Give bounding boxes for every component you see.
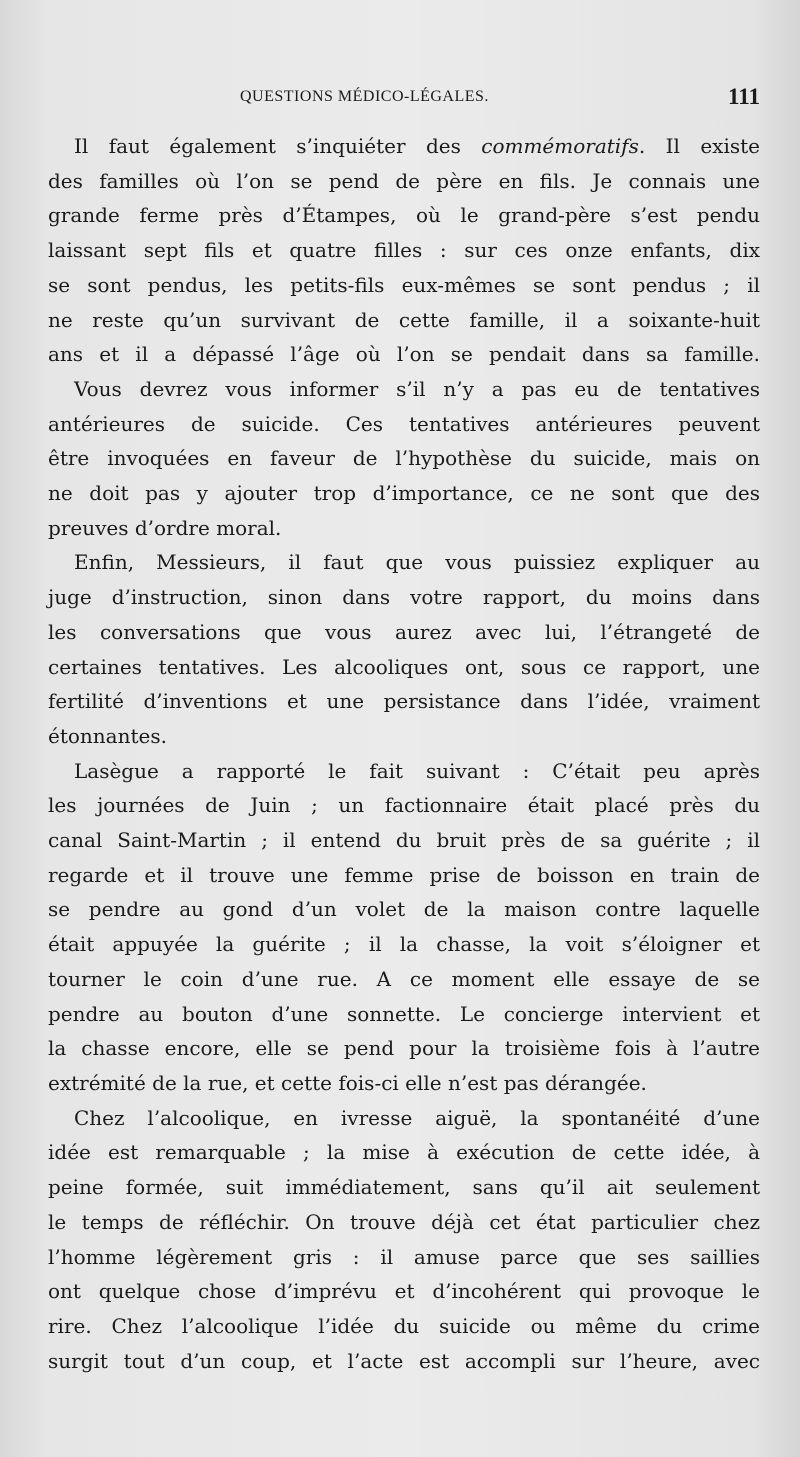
- text-line: Il faut également s’inquiéter des commémoratifs. Il existe: [74, 134, 760, 158]
- text-line: être invoquées en faveur de l’hypothèse du suicide, mais on: [48, 446, 760, 471]
- text-line: la chasse encore, elle se pend pour la troisième fois à l’autre: [48, 1036, 760, 1061]
- text-line: Chez l’alcoolique, en ivresse aiguë, la spontanéité d’une: [74, 1105, 760, 1130]
- text-line: certaines tentatives. Les alcooliques ont, sous ce rapport, une: [48, 654, 760, 679]
- text-line: idée est remarquable ; la mise à exécution de cette idée, à: [48, 1140, 760, 1165]
- text-line: grande ferme près d’Étampes, où le grand-père s’est pendu: [48, 203, 760, 228]
- text-line: Vous devrez vous informer s’il n’y a pas eu de tentatives: [74, 376, 760, 401]
- text-line: rire. Chez l’alcoolique l’idée du suicide ou même du crime: [48, 1313, 760, 1338]
- text-line: ont quelque chose d’imprévu et d’incohérent qui provoque le: [48, 1279, 760, 1304]
- text-line: surgit tout d’un coup, et l’acte est accompli sur l’heure, avec: [48, 1348, 760, 1373]
- text-line: fertilité d’inventions et une persistance dans l’idée, vraiment: [48, 689, 760, 714]
- running-head: [48, 84, 760, 114]
- running-title: QUESTIONS MÉDICO-LÉGALES.: [240, 88, 489, 105]
- text-line: peine formée, suit immédiatement, sans qu’il ait seulement: [48, 1175, 760, 1200]
- text-line: pendre au bouton d’une sonnette. Le concierge intervient et: [48, 1001, 760, 1026]
- text-line: ne doit pas y ajouter trop d’importance, ce ne sont que des: [48, 481, 760, 506]
- page-number: 111: [728, 84, 760, 109]
- text-line: les conversations que vous aurez avec lui, l’étrangeté de: [48, 619, 760, 644]
- text-line: Lasègue a rapporté le fait suivant : C’était peu après: [74, 758, 760, 783]
- text-line: tourner le coin d’une rue. A ce moment elle essaye de se: [48, 966, 760, 991]
- text-line: regarde et il trouve une femme prise de boisson en train de: [48, 862, 760, 887]
- text-line: se sont pendus, les petits-fils eux-mêmes se sont pendus ; il: [48, 272, 760, 297]
- body-text: [48, 129, 760, 1378]
- text-line: Enfin, Messieurs, il faut que vous puissiez expliquer au: [74, 550, 760, 575]
- text-line: était appuyée la guérite ; il la chasse, la voit s’éloigner et: [48, 932, 760, 957]
- text-line: le temps de réfléchir. On trouve déjà cet état particulier chez: [48, 1209, 760, 1234]
- text-line: l’homme légèrement gris : il amuse parce que ses saillies: [48, 1244, 760, 1269]
- text-line: se pendre au gond d’un volet de la maison contre laquelle: [48, 897, 760, 922]
- text-line: canal Saint-Martin ; il entend du bruit près de sa guérite ; il: [48, 828, 760, 853]
- text-line: preuves d’ordre moral.: [48, 515, 282, 540]
- text-line: les journées de Juin ; un factionnaire était placé près du: [48, 793, 760, 818]
- text-line: laissant sept fils et quatre filles : sur ces onze enfants, dix: [48, 238, 760, 263]
- text-line: extrémité de la rue, et cette fois-ci elle n’est pas dérangée.: [48, 1070, 647, 1095]
- text-line: ne reste qu’un survivant de cette famille, il a soixante-huit: [48, 307, 760, 332]
- text-line: des familles où l’on se pend de père en fils. Je connais une: [48, 168, 760, 193]
- text-line: antérieures de suicide. Ces tentatives antérieures peuvent: [48, 411, 760, 436]
- text-line: juge d’instruction, sinon dans votre rapport, du moins dans: [48, 585, 760, 610]
- text-line: ans et il a dépassé l’âge où l’on se pendait dans sa famille.: [48, 342, 760, 367]
- text-line: étonnantes.: [48, 723, 167, 748]
